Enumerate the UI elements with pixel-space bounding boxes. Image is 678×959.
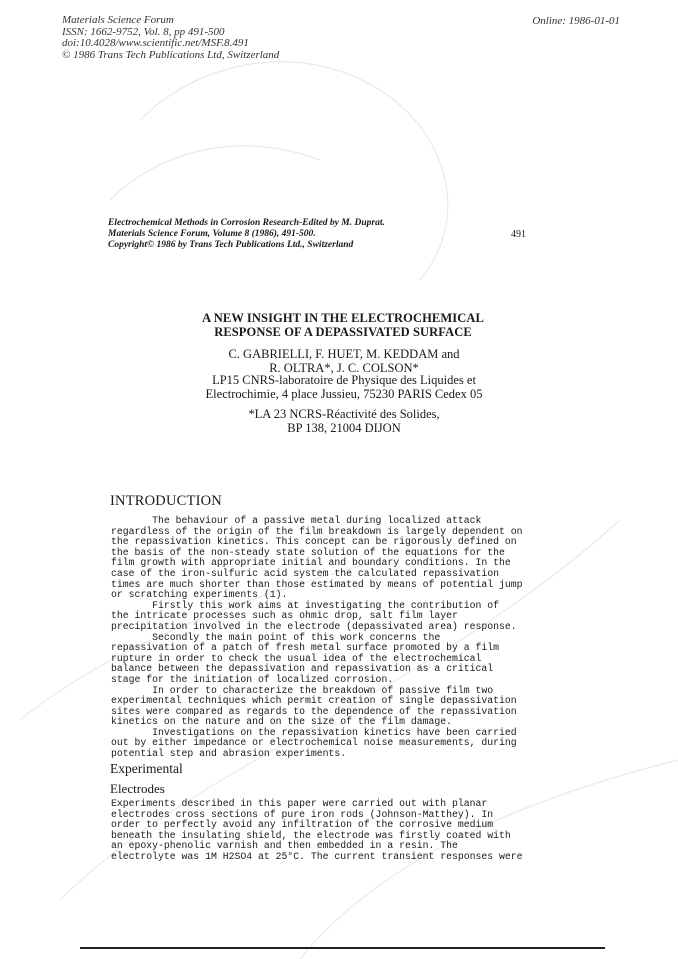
body-text-line: precipitation involved in the electrode (depassivated area) response.: [111, 620, 517, 632]
page-number: 491: [511, 229, 526, 240]
body-text-line: electrolyte was 1M H2SO4 at 25°C. The current transient responses were: [111, 850, 523, 862]
body-text-line: sites were compared as regards to the dependence of the repassivation: [111, 705, 517, 717]
body-text-line: regardless of the origin of the film breakdown is largely dependent on: [111, 525, 523, 537]
body-text-line: order to perfectly avoid any infiltration of the corrosive medium: [111, 819, 494, 831]
body-text-line: experimental techniques which permit creation of single depassivation: [111, 695, 517, 707]
copyright-line: © 1986 Trans Tech Publications Ltd, Switzerland: [62, 48, 280, 61]
affiliation-line: Electrochimie, 4 place Jussieu, 75230 PARIS Cedex 05: [205, 387, 483, 401]
body-text-line: Investigations on the repassivation kinetics have been carried: [111, 726, 517, 738]
journal-header: [62, 15, 279, 61]
citation-line: Electrochemical Methods in Corrosion Research-Edited by M. Duprat.: [108, 218, 385, 228]
citation-line: Copyright© 1986 by Trans Tech Publications Ltd., Switzerland: [108, 240, 354, 250]
body-text-line: Firstly this work aims at investigating the contribution of: [111, 599, 500, 611]
doi-line[interactable]: doi:10.4028/www.scientific.net/MSF.8.491: [62, 37, 249, 49]
body-text-line: case of the iron-sulfuric acid system the calculated repassivation: [111, 567, 500, 579]
page-bottom-rule: [80, 947, 605, 949]
body-text-line: film growth with appropriate initial and boundary conditions. In the: [111, 557, 511, 569]
section-heading-experimental: Experimental: [110, 761, 183, 776]
body-text-line: the repassivation kinetics. This concept can be rigorously defined on: [111, 536, 517, 548]
citation-block: [108, 218, 385, 251]
body-text-line: beneath the insulating shield, the electrode was firstly coated with: [111, 829, 511, 841]
body-text-line: In order to characterize the breakdown of passive film two: [111, 684, 494, 696]
affiliation-line: LP15 CNRS-laboratoire de Physique des Liquides et: [212, 373, 476, 387]
online-date: Online: 1986-01-01: [532, 15, 620, 27]
author-line: C. GABRIELLI, F. HUET, M. KEDDAM and: [228, 347, 460, 361]
body-text-line: the intricate processes such as ohmic drop, salt film layer: [111, 610, 458, 622]
body-text-line: or scratching experiments (1).: [111, 589, 288, 601]
section-heading-introduction: INTRODUCTION: [110, 493, 222, 509]
journal-name: Materials Science Forum: [62, 14, 174, 26]
body-text-line: potential step and abrasion experiments.: [111, 748, 347, 760]
body-text-line: the basis of the non-steady state solution of the equations for the: [111, 546, 505, 558]
issn-line: ISSN: 1662-9752, Vol. 8, pp 491-500: [62, 25, 225, 38]
body-text-line: repassivation of a patch of fresh metal surface promoted by a film: [111, 642, 500, 654]
electrodes-body: [111, 799, 523, 863]
body-text-line: electrodes cross sections of pure iron rods (Johnson-Matthey). In: [111, 808, 494, 820]
introduction-body: [111, 516, 523, 760]
body-text-line: rupture in order to check the usual idea of the electrochemical: [111, 652, 482, 664]
title-line: A NEW INSIGHT IN THE ELECTROCHEMICAL: [202, 311, 484, 325]
body-text-line: an epoxy-phenolic varnish and then embedded in a resin. The: [111, 840, 458, 852]
body-text-line: balance between the depassivation and repassivation as a critical: [111, 663, 494, 675]
affiliation-line: *LA 23 NCRS-Réactivité des Solides,: [248, 407, 440, 421]
body-text-line: out by either impedance or electrochemical noise measurements, during: [111, 737, 517, 749]
body-text-line: Secondly the main point of this work concerns the: [111, 631, 441, 643]
author-list: [0, 347, 678, 375]
author-line: R. OLTRA*, J. C. COLSON*: [269, 361, 419, 375]
affiliation-line: BP 138, 21004 DIJON: [287, 421, 401, 435]
citation-line: Materials Science Forum, Volume 8 (1986), 491-500.: [108, 229, 316, 239]
paper-title: [0, 311, 678, 339]
title-line: RESPONSE OF A DEPASSIVATED SURFACE: [214, 325, 472, 339]
body-text-line: kinetics on the nature and on the size of the film damage.: [111, 716, 452, 728]
subsection-heading-electrodes: Electrodes: [110, 781, 165, 796]
body-text-line: times are much shorter than those estimated by means of potential jump: [111, 578, 523, 590]
body-text-line: Experiments described in this paper were carried out with planar: [111, 798, 488, 809]
affiliation-primary: [0, 373, 678, 401]
affiliation-secondary: [0, 407, 678, 435]
body-text-line: stage for the initiation of localized corrosion.: [111, 673, 394, 685]
body-text-line: The behaviour of a passive metal during localized attack: [111, 515, 482, 526]
